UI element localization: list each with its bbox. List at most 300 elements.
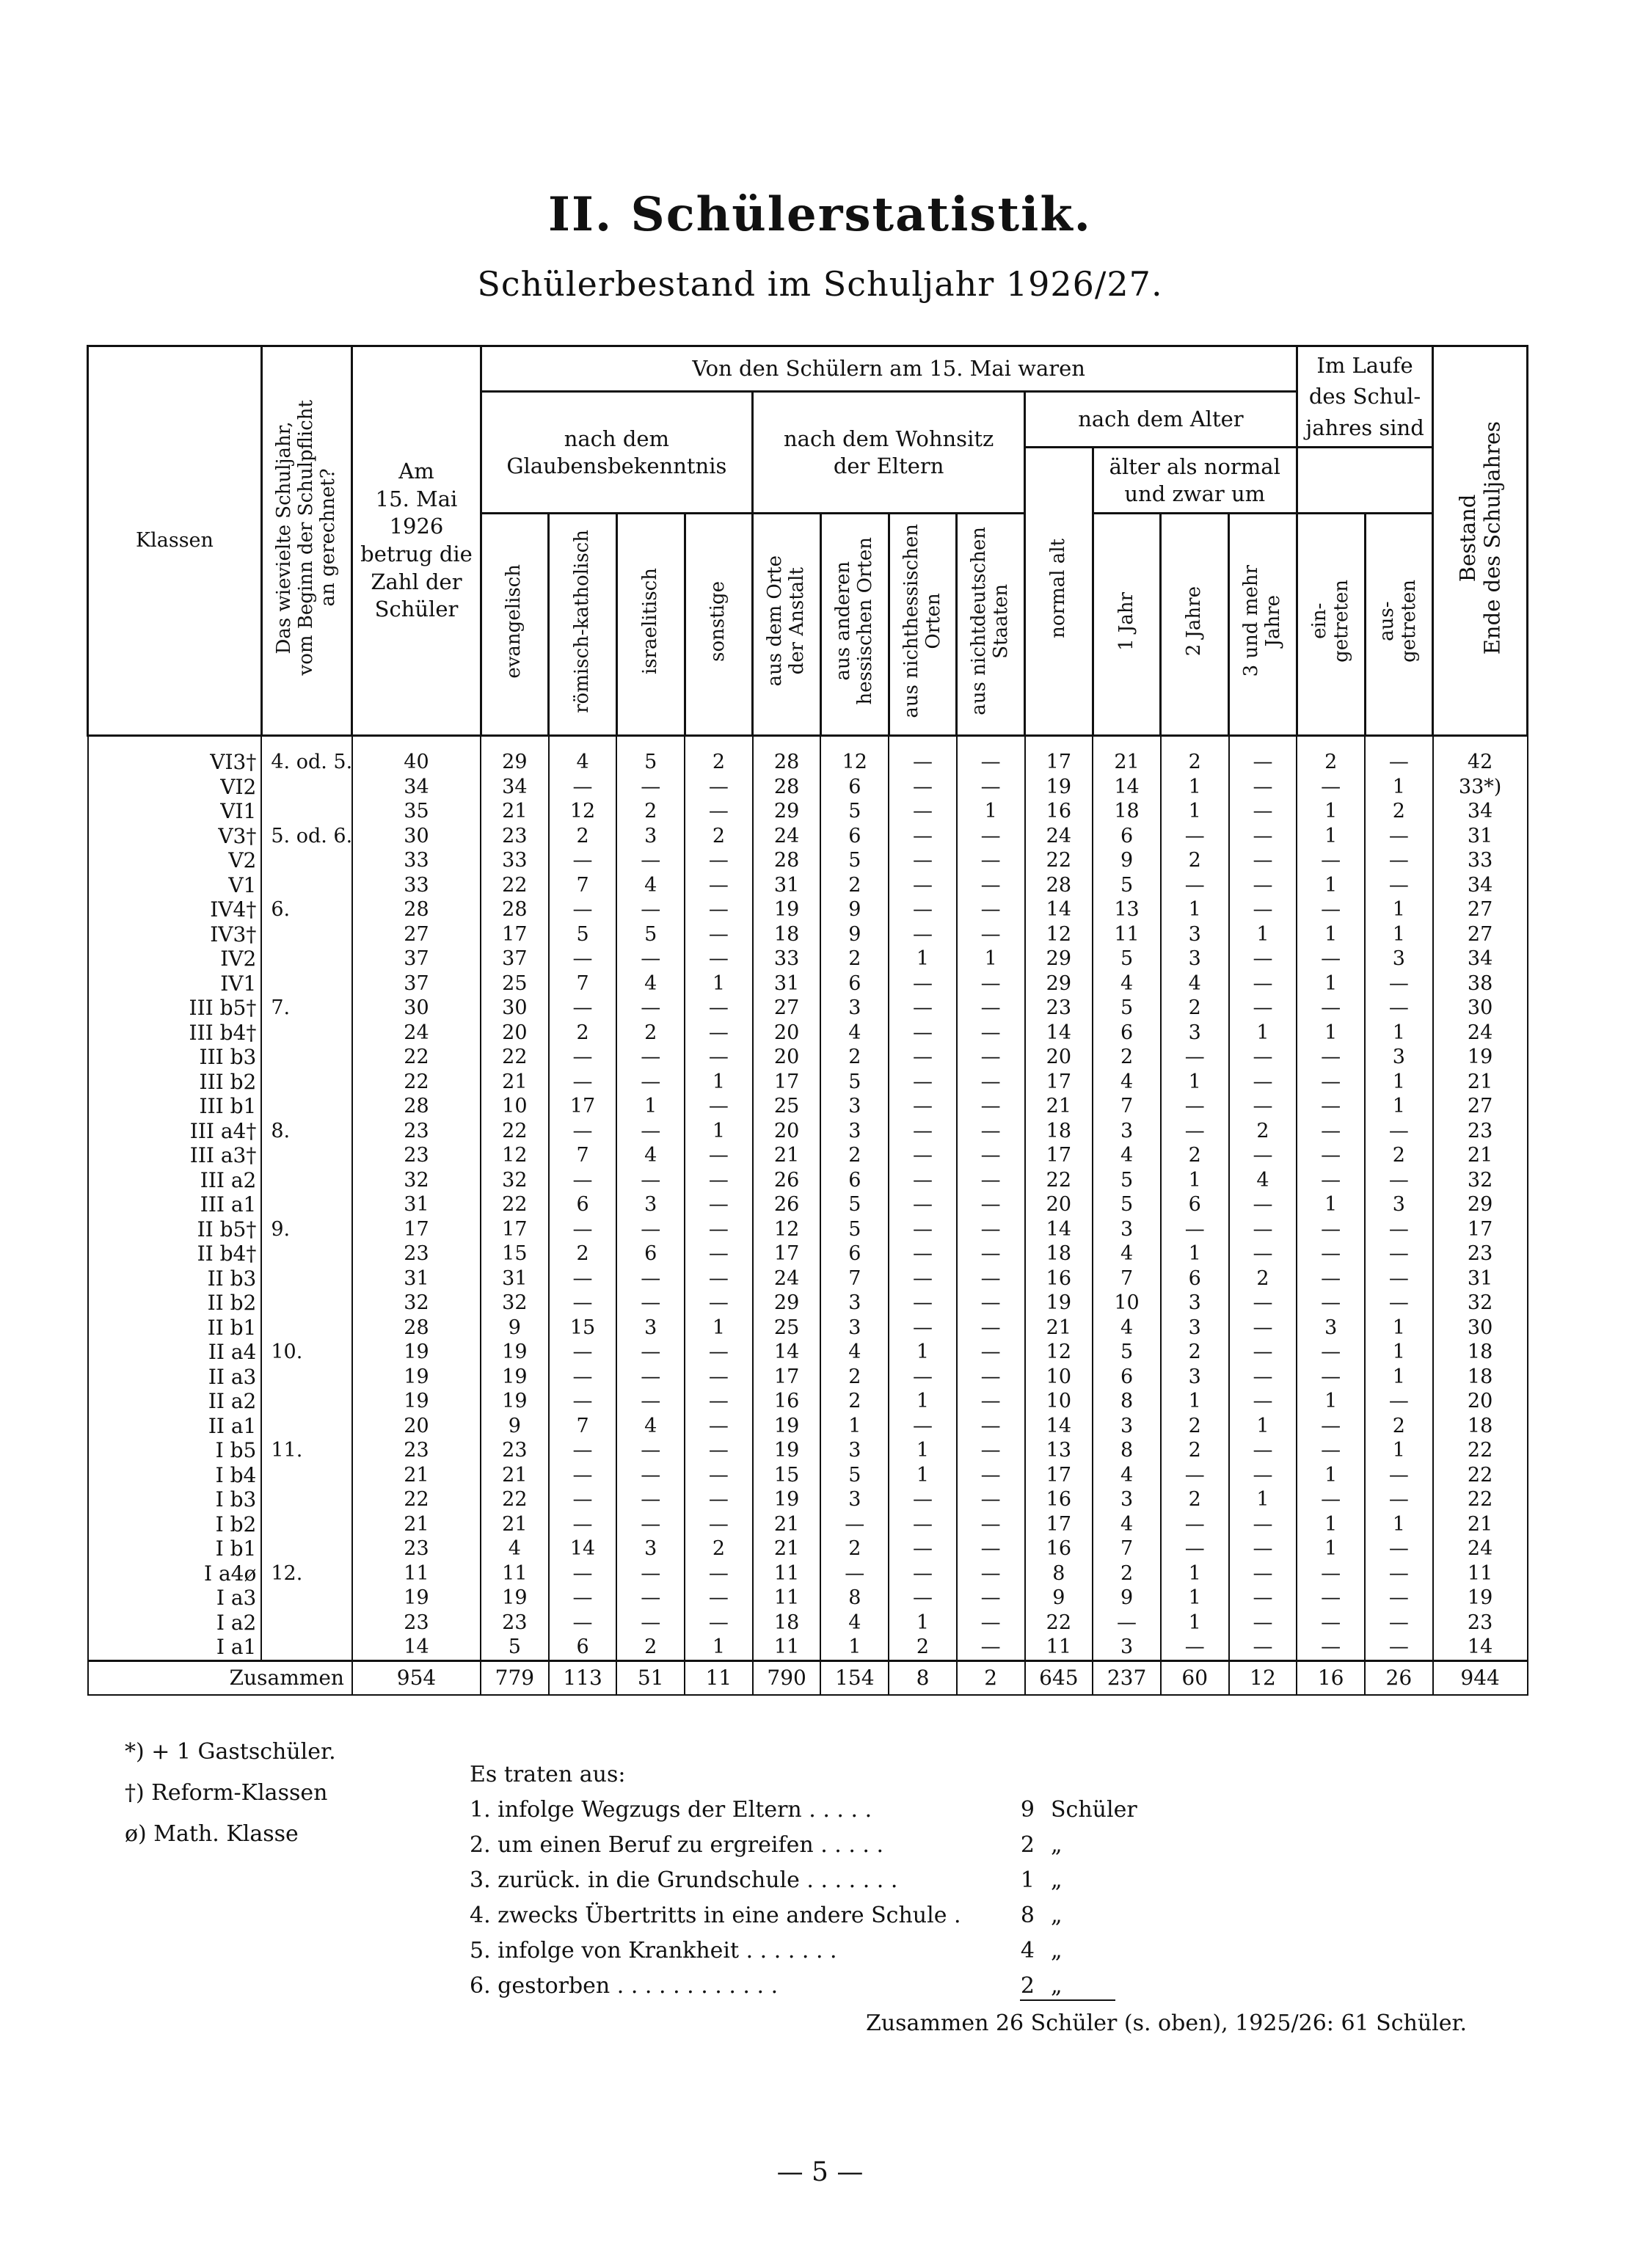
table-cell: 34 [352, 775, 481, 800]
table-cell: — [889, 1414, 957, 1439]
school-year [261, 971, 352, 996]
header-2-jahre: 2 Jahre [1161, 514, 1229, 736]
table-cell: — [957, 1217, 1025, 1242]
table-cell: 37 [481, 947, 549, 971]
table-cell: 14 [549, 1536, 617, 1561]
table-cell: — [820, 1512, 889, 1537]
table-row [88, 1094, 1528, 1119]
table-cell: 15 [549, 1316, 617, 1341]
table-cell: — [1297, 1143, 1365, 1168]
table-cell: 10 [1025, 1365, 1093, 1390]
table-cell: — [685, 1463, 753, 1488]
school-year [261, 848, 352, 873]
table-cell: 4 [1093, 1512, 1161, 1537]
table-cell: — [549, 1045, 617, 1070]
table-cell: — [616, 1119, 685, 1144]
austritt-unit: „ [1051, 1973, 1063, 1999]
school-year [261, 922, 352, 947]
table-cell: 4 [616, 1414, 685, 1439]
table-cell: 9 [481, 1414, 549, 1439]
table-cell: 6 [1093, 1365, 1161, 1390]
table-cell: 7 [549, 1414, 617, 1439]
table-cell: 2 [820, 873, 889, 898]
header-bestand: Bestand Ende des Schuljahres [1433, 346, 1528, 736]
table-cell: 14 [1433, 1635, 1528, 1660]
table-cell: — [1297, 1094, 1365, 1119]
table-cell: 1 [1161, 1586, 1229, 1611]
table-cell: — [957, 922, 1025, 947]
table-cell: — [889, 1487, 957, 1512]
table-cell: 19 [753, 1438, 821, 1463]
school-year [261, 1045, 352, 1070]
school-year: 6. [261, 897, 352, 922]
table-cell: 3 [616, 1192, 685, 1217]
table-cell: — [616, 1070, 685, 1095]
table-row [88, 1192, 1528, 1217]
school-year [261, 1463, 352, 1488]
table-cell: 20 [481, 1021, 549, 1046]
legend-math-klasse: ø) Math. Klasse [125, 1821, 299, 1847]
table-cell: 2 [1161, 1438, 1229, 1463]
table-cell: — [957, 1487, 1025, 1512]
table-cell: 15 [753, 1463, 821, 1488]
austritt-unit: „ [1051, 1832, 1063, 1858]
austritt-unit: „ [1051, 1867, 1063, 1893]
header-laufe-spacer [1297, 448, 1432, 514]
table-cell: 20 [753, 1021, 821, 1046]
table-cell: 33*) [1433, 775, 1528, 800]
total-cell: 2 [957, 1660, 1025, 1695]
total-cell: 790 [753, 1660, 821, 1695]
table-cell: 1 [1365, 1340, 1433, 1365]
class-name: VI1 [88, 799, 262, 824]
table-cell: 1 [1297, 922, 1365, 947]
school-year: 7. [261, 996, 352, 1021]
table-cell: 28 [352, 1316, 481, 1341]
table-cell: 6 [820, 824, 889, 849]
table-cell: 2 [616, 799, 685, 824]
table-cell: 29 [753, 1291, 821, 1316]
table-cell: 1 [1229, 1487, 1297, 1512]
table-cell: 37 [352, 971, 481, 996]
austritt-count: 4 [1020, 1938, 1035, 1963]
table-cell: — [1229, 1192, 1297, 1217]
table-cell: 4 [1093, 1463, 1161, 1488]
table-cell: 22 [352, 1070, 481, 1095]
table-cell: 2 [685, 736, 753, 775]
austritt-reason: 5. infolge von Krankheit . . . . . . . [470, 1938, 837, 1963]
total-cell: 237 [1093, 1660, 1161, 1695]
table-cell: — [685, 1291, 753, 1316]
table-row [88, 1635, 1528, 1660]
table-cell: 2 [616, 1021, 685, 1046]
table-cell: 5 [1093, 1192, 1161, 1217]
table-cell: — [685, 775, 753, 800]
table-cell: 38 [1433, 971, 1528, 996]
page-number: — 5 — [776, 2157, 864, 2187]
table-cell: 7 [549, 971, 617, 996]
table-cell: — [685, 1365, 753, 1390]
table-cell: 28 [481, 897, 549, 922]
austritt-count: 2 [1020, 1973, 1035, 1999]
table-cell: — [616, 947, 685, 971]
table-cell: — [616, 1217, 685, 1242]
table-cell: 1 [1229, 1021, 1297, 1046]
table-cell: — [549, 1611, 617, 1636]
table-cell: 5 [820, 799, 889, 824]
total-cell: 11 [685, 1660, 753, 1695]
header-aus-nichthessischen-orten: aus nichthessischen Orten [889, 514, 957, 736]
table-cell: 3 [1161, 947, 1229, 971]
table-cell: 22 [1025, 1611, 1093, 1636]
table-cell: 3 [1161, 1316, 1229, 1341]
table-cell: — [685, 1143, 753, 1168]
table-cell: 3 [820, 1487, 889, 1512]
table-cell: 16 [753, 1389, 821, 1414]
table-row [88, 1340, 1528, 1365]
table-cell: 17 [753, 1241, 821, 1266]
table-cell: — [1229, 1365, 1297, 1390]
table-cell: — [685, 1389, 753, 1414]
table-row [88, 1291, 1528, 1316]
table-cell: 4 [820, 1021, 889, 1046]
table-cell: 21 [481, 799, 549, 824]
table-cell: 22 [481, 1487, 549, 1512]
table-cell: 10 [1025, 1389, 1093, 1414]
table-cell: 5 [820, 1070, 889, 1095]
table-row [88, 799, 1528, 824]
class-name: III b3 [88, 1045, 262, 1070]
header-israelitisch: israelitisch [616, 514, 685, 736]
table-cell: 21 [1025, 1094, 1093, 1119]
table-cell: — [889, 1241, 957, 1266]
header-von-den-schuelern: Von den Schülern am 15. Mai waren [481, 346, 1297, 392]
table-cell: — [549, 1389, 617, 1414]
table-cell: 27 [1433, 897, 1528, 922]
class-name: IV3† [88, 922, 262, 947]
school-year [261, 947, 352, 971]
table-cell: — [1229, 1217, 1297, 1242]
table-cell: 28 [1025, 873, 1093, 898]
table-row [88, 1217, 1528, 1242]
table-cell: 3 [1161, 922, 1229, 947]
table-cell: — [957, 824, 1025, 849]
table-cell: 11 [1093, 922, 1161, 947]
table-cell: 14 [753, 1340, 821, 1365]
table-cell: — [1365, 1611, 1433, 1636]
austritt-item [470, 1933, 1139, 1969]
table-cell: — [1297, 1340, 1365, 1365]
table-cell: — [889, 1094, 957, 1119]
table-cell: 27 [753, 996, 821, 1021]
table-cell: — [957, 1611, 1025, 1636]
table-row [88, 1414, 1528, 1439]
table-cell: 22 [481, 1192, 549, 1217]
table-cell: — [957, 1438, 1025, 1463]
table-cell: 21 [753, 1512, 821, 1537]
table-cell: 25 [753, 1094, 821, 1119]
school-year: 8. [261, 1119, 352, 1144]
table-cell: — [1229, 1094, 1297, 1119]
table-row [88, 1021, 1528, 1046]
table-cell: 4 [1229, 1168, 1297, 1193]
table-cell: 22 [1025, 848, 1093, 873]
table-cell: — [889, 1168, 957, 1193]
table-cell: 30 [1433, 1316, 1528, 1341]
austritt-reason: 2. um einen Beruf zu ergreifen . . . . . [470, 1832, 884, 1858]
table-cell: 1 [1365, 1070, 1433, 1095]
table-cell: 1 [685, 971, 753, 996]
austritt-item [470, 1793, 1139, 1828]
table-cell: 3 [1365, 1045, 1433, 1070]
table-cell: 18 [1433, 1365, 1528, 1390]
table-cell: 19 [753, 1487, 821, 1512]
table-cell: — [1229, 1463, 1297, 1488]
class-name: V2 [88, 848, 262, 873]
table-cell: — [1365, 1536, 1433, 1561]
table-cell: — [1297, 947, 1365, 971]
austritt-item [470, 1969, 1139, 2004]
class-name: I b3 [88, 1487, 262, 1512]
table-cell: 9 [820, 897, 889, 922]
table-cell: 30 [481, 996, 549, 1021]
totals-row [88, 1660, 1528, 1695]
table-cell: — [889, 1021, 957, 1046]
table-cell: — [1365, 824, 1433, 849]
table-cell: 1 [1297, 873, 1365, 898]
table-cell: — [685, 1512, 753, 1537]
table-cell: 5 [820, 1217, 889, 1242]
table-cell: — [957, 1561, 1025, 1586]
table-cell: — [889, 824, 957, 849]
table-cell: 2 [1093, 1561, 1161, 1586]
table-cell: — [889, 1561, 957, 1586]
table-cell: 1 [889, 1438, 957, 1463]
table-cell: 3 [1297, 1316, 1365, 1341]
class-name: III a2 [88, 1168, 262, 1193]
table-cell: 23 [352, 1536, 481, 1561]
table-cell: 1 [1365, 1438, 1433, 1463]
class-name: II a3 [88, 1365, 262, 1390]
table-cell: 32 [352, 1168, 481, 1193]
header-am-15-mai: Am 15. Mai 1926 betrug die Zahl der Schüler [352, 346, 481, 736]
table-cell: 2 [820, 947, 889, 971]
table-cell: 3 [820, 1438, 889, 1463]
table-cell: 20 [352, 1414, 481, 1439]
table-cell: — [1297, 1070, 1365, 1095]
table-cell: 33 [481, 848, 549, 873]
table-cell: — [1229, 824, 1297, 849]
school-year: 9. [261, 1217, 352, 1242]
table-cell: 23 [481, 1438, 549, 1463]
austritt-unit: „ [1051, 1938, 1063, 1963]
header-glaubensbekenntnis: nach dem Glaubensbekenntnis [481, 392, 753, 514]
table-cell: — [616, 1611, 685, 1636]
table-cell: 21 [1025, 1316, 1093, 1341]
table-cell: 22 [352, 1487, 481, 1512]
table-cell: — [1365, 1463, 1433, 1488]
table-cell: 32 [481, 1291, 549, 1316]
table-cell: — [957, 775, 1025, 800]
table-cell: 2 [1161, 1143, 1229, 1168]
table-cell: 23 [352, 1438, 481, 1463]
table-cell: 17 [481, 922, 549, 947]
table-cell: 1 [1297, 799, 1365, 824]
table-cell: 1 [1297, 1021, 1365, 1046]
table-cell: 3 [820, 1291, 889, 1316]
table-row [88, 1512, 1528, 1537]
table-cell: 17 [1025, 736, 1093, 775]
table-cell: 35 [352, 799, 481, 824]
table-cell: — [549, 1512, 617, 1537]
table-cell: — [1297, 1635, 1365, 1660]
table-row [88, 947, 1528, 971]
table-cell: 37 [352, 947, 481, 971]
table-cell: 11 [481, 1561, 549, 1586]
table-row [88, 1143, 1528, 1168]
table-cell: 1 [1297, 824, 1365, 849]
table-cell: 24 [1433, 1021, 1528, 1046]
table-cell: 1 [1365, 1512, 1433, 1537]
class-name: II a4 [88, 1340, 262, 1365]
table-cell: — [549, 848, 617, 873]
table-cell: 11 [753, 1586, 821, 1611]
table-cell: — [957, 1094, 1025, 1119]
table-cell: 5 [820, 1192, 889, 1217]
table-cell: 21 [1433, 1512, 1528, 1537]
table-cell: — [1365, 1266, 1433, 1291]
table-cell: 21 [753, 1536, 821, 1561]
table-cell: 1 [1161, 775, 1229, 800]
table-cell: 28 [352, 1094, 481, 1119]
table-cell: 21 [352, 1512, 481, 1537]
table-cell: 19 [753, 897, 821, 922]
austritt-item [470, 1863, 1139, 1898]
table-cell: 1 [1161, 1561, 1229, 1586]
table-cell: 28 [753, 775, 821, 800]
table-cell: — [1229, 873, 1297, 898]
header-aelter-als-normal: älter als normal und zwar um [1093, 448, 1297, 514]
table-cell: 22 [1025, 1168, 1093, 1193]
table-cell: — [685, 799, 753, 824]
table-cell: — [616, 1389, 685, 1414]
table-cell: 1 [1161, 1389, 1229, 1414]
table-cell: — [616, 1586, 685, 1611]
table-cell: 19 [753, 1414, 821, 1439]
table-cell: — [1297, 1561, 1365, 1586]
table-cell: 9 [1093, 848, 1161, 873]
table-cell: — [549, 1365, 617, 1390]
table-cell: 31 [753, 873, 821, 898]
table-row [88, 1463, 1528, 1488]
legend-gastschueler: *) + 1 Gastschüler. [125, 1739, 336, 1765]
table-cell: 15 [481, 1241, 549, 1266]
table-cell: 31 [1433, 824, 1528, 849]
table-cell: 17 [1433, 1217, 1528, 1242]
table-cell: — [685, 1045, 753, 1070]
table-cell: 1 [1229, 1414, 1297, 1439]
table-cell: 19 [352, 1389, 481, 1414]
school-year [261, 1241, 352, 1266]
table-cell: 17 [1025, 1143, 1093, 1168]
table-cell: 22 [1433, 1463, 1528, 1488]
table-row [88, 1611, 1528, 1636]
table-cell: 1 [1365, 1021, 1433, 1046]
table-cell: 17 [549, 1094, 617, 1119]
table-cell: 29 [481, 736, 549, 775]
austritt-count: 9 [1020, 1797, 1035, 1823]
table-cell: — [1365, 1241, 1433, 1266]
table-row [88, 1487, 1528, 1512]
table-cell: — [1365, 1389, 1433, 1414]
table-cell: — [889, 1070, 957, 1095]
table-cell: — [1297, 1414, 1365, 1439]
table-cell: 28 [753, 848, 821, 873]
table-cell: — [957, 1192, 1025, 1217]
table-cell: — [957, 1241, 1025, 1266]
table-cell: 10 [1093, 1291, 1161, 1316]
table-cell: 1 [685, 1070, 753, 1095]
table-cell: — [1161, 1512, 1229, 1537]
table-cell: — [957, 1414, 1025, 1439]
table-cell: — [1229, 799, 1297, 824]
table-cell: 6 [820, 971, 889, 996]
table-cell: — [957, 897, 1025, 922]
table-cell: 1 [1297, 1463, 1365, 1488]
table-cell: — [957, 736, 1025, 775]
table-cell: 1 [889, 947, 957, 971]
table-cell: 21 [1433, 1070, 1528, 1095]
table-cell: — [685, 1192, 753, 1217]
header-schuljahr: Das wievielte Schuljahr, vom Beginn der Schulpflicht an gerechnet? [261, 346, 352, 736]
table-cell: 1 [1365, 1365, 1433, 1390]
table-cell: 21 [1433, 1143, 1528, 1168]
table-cell: — [889, 1536, 957, 1561]
table-cell: 20 [753, 1119, 821, 1144]
class-name: VI2 [88, 775, 262, 800]
austritt-reason: 6. gestorben . . . . . . . . . . . . [470, 1973, 779, 1999]
table-cell: 1 [685, 1119, 753, 1144]
class-name: II a1 [88, 1414, 262, 1439]
table-cell: 1 [1297, 1536, 1365, 1561]
class-name: IV1 [88, 971, 262, 996]
class-name: I a4ø [88, 1561, 262, 1586]
table-cell: 5 [1093, 1340, 1161, 1365]
table-cell: — [1229, 1316, 1297, 1341]
table-cell: — [889, 1512, 957, 1537]
table-cell: 2 [1161, 996, 1229, 1021]
table-cell: 6 [549, 1635, 617, 1660]
school-year [261, 1365, 352, 1390]
table-cell: 14 [1025, 1414, 1093, 1439]
table-cell: 12 [753, 1217, 821, 1242]
table-cell: — [1161, 1217, 1229, 1242]
table-cell: 3 [1093, 1217, 1161, 1242]
table-cell: 23 [352, 1611, 481, 1636]
table-row [88, 1241, 1528, 1266]
table-row [88, 848, 1528, 873]
table-cell: 34 [1433, 799, 1528, 824]
table-row [88, 1168, 1528, 1193]
table-cell: — [1229, 1512, 1297, 1537]
table-cell: — [957, 1291, 1025, 1316]
table-cell: — [1365, 1487, 1433, 1512]
table-cell: — [549, 1586, 617, 1611]
table-cell: — [685, 873, 753, 898]
table-cell: 23 [1433, 1611, 1528, 1636]
table-cell: — [1229, 996, 1297, 1021]
table-cell: 32 [481, 1168, 549, 1193]
